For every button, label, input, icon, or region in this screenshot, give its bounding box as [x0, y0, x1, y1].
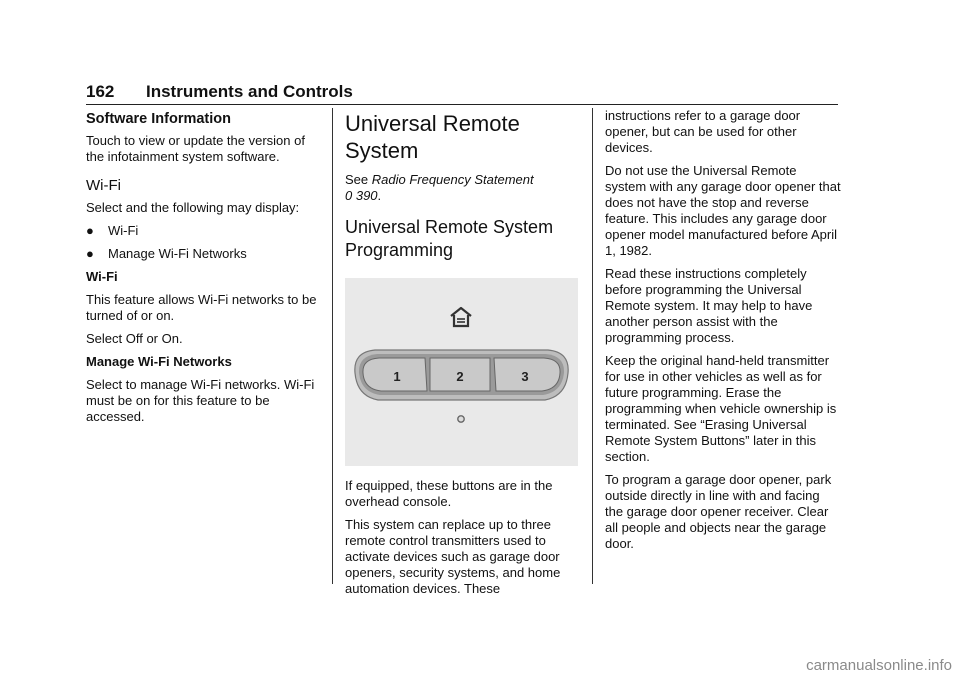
- column-1: [86, 108, 326, 432]
- bullet-text: Manage Wi-Fi Networks: [108, 246, 247, 261]
- column-divider: [592, 108, 593, 584]
- indicator-light: [458, 416, 464, 422]
- see-ref-link[interactable]: Radio Frequency Statement: [371, 172, 534, 187]
- para-location: If equipped, these buttons are in the overhead console.: [345, 478, 553, 509]
- column-divider: [332, 108, 333, 584]
- column-2: [345, 108, 580, 604]
- para-read: Read these instructions completely before programming the Universal Remote system. It may help to have another person assist with the programming process.: [605, 266, 813, 345]
- list-item: [86, 223, 326, 239]
- software-heading: Software Information: [86, 111, 232, 127]
- garage-home-icon: [451, 308, 471, 326]
- universal-remote-figure: [345, 278, 578, 466]
- see-page-link[interactable]: 0 390: [345, 188, 378, 203]
- para-keep: Keep the original hand-held transmitter for use in other vehicles as well as for future programming. Erase the programming when vehicle ownership is terminated. See “Erasing Universal Remote System Buttons” later in this section.: [605, 353, 837, 464]
- bullet-icon: ●: [86, 246, 94, 261]
- software-text: Touch to view or update the version of the infotainment system software.: [86, 133, 305, 164]
- page-number: 162: [86, 82, 115, 101]
- wifi-sub-text: This feature allows Wi-Fi networks to be turned of or on.: [86, 292, 317, 323]
- page-header: [86, 82, 838, 105]
- button-label: 1: [393, 369, 401, 384]
- wifi-heading: Wi-Fi: [86, 177, 121, 194]
- remote-button-1: [363, 358, 427, 391]
- manage-subheading: Manage Wi-Fi Networks: [86, 354, 232, 369]
- see-suffix: .: [377, 188, 382, 203]
- para-do-not-use: Do not use the Universal Remote system with any garage door opener that does not have the stop and reverse feature. This includes any garage door opener model manufactured before April 1, 1982.: [605, 163, 841, 258]
- page-title: Universal Remote System: [345, 111, 520, 163]
- wifi-subheading: Wi-Fi: [86, 269, 118, 284]
- wifi-intro: Select and the following may display:: [86, 200, 300, 215]
- bullet-text: Wi-Fi: [108, 223, 139, 238]
- list-item: [86, 246, 326, 262]
- remote-buttons-illustration: [345, 278, 578, 466]
- remote-button-2: [430, 358, 490, 391]
- column-3: [605, 108, 841, 559]
- section-title: Instruments and Controls: [146, 82, 353, 101]
- manage-text: Select to manage Wi-Fi networks. Wi-Fi must be on for this feature to be accessed.: [86, 377, 315, 424]
- button-label: 3: [521, 369, 529, 384]
- remote-button-3: [494, 358, 560, 391]
- bullet-icon: ●: [86, 223, 94, 238]
- para-instructions: instructions refer to a garage door opener, but can be used for other devices.: [605, 108, 801, 155]
- para-program: To program a garage door opener, park outside directly in line with and facing the garage door opener receiver. Clear all people and objects near the garage door.: [605, 472, 832, 551]
- see-prefix: See: [345, 172, 372, 187]
- button-label: 2: [456, 369, 464, 384]
- watermark: carmanualsonline.info: [806, 657, 952, 674]
- wifi-select-text: Select Off or On.: [86, 331, 183, 346]
- programming-heading: Universal Remote System Programming: [345, 217, 554, 260]
- para-replace: This system can replace up to three remote control transmitters used to activate devices such as garage door openers, security systems, and home automation devices. These: [345, 517, 561, 596]
- see-reference: [345, 172, 580, 204]
